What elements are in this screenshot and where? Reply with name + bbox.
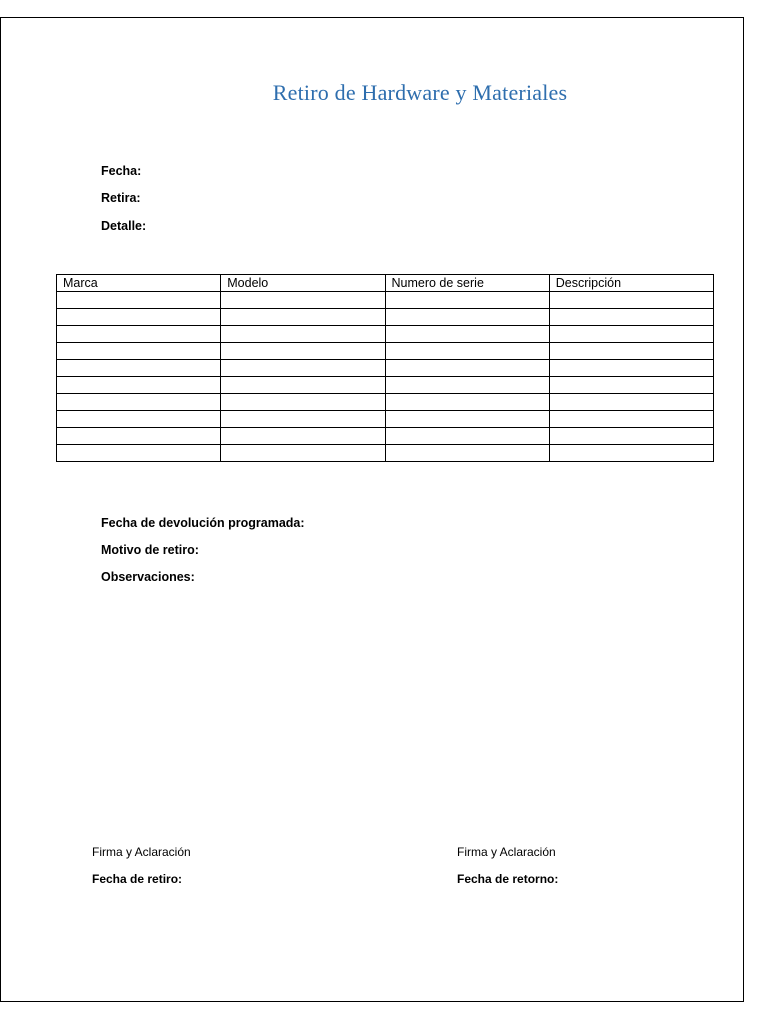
field-label-fecha-devolucion: Fecha de devolución programada:	[101, 516, 305, 530]
column-header-modelo: Modelo	[221, 275, 385, 292]
table-cell[interactable]	[57, 309, 221, 326]
field-label-motivo-retiro: Motivo de retiro:	[101, 543, 199, 557]
table-cell[interactable]	[57, 428, 221, 445]
signature-left-label: Firma y Aclaración	[92, 845, 191, 859]
table-cell[interactable]	[57, 292, 221, 309]
field-label-observaciones: Observaciones:	[101, 570, 195, 584]
table-row	[57, 292, 714, 309]
signature-right-label: Firma y Aclaración	[457, 845, 556, 859]
table-cell[interactable]	[549, 428, 713, 445]
table-cell[interactable]	[57, 343, 221, 360]
field-label-retira: Retira:	[101, 191, 141, 205]
table-cell[interactable]	[549, 445, 713, 462]
column-header-descripcion: Descripción	[549, 275, 713, 292]
table-cell[interactable]	[221, 309, 385, 326]
table-cell[interactable]	[385, 445, 549, 462]
retiro-date-label: Fecha de retiro:	[92, 872, 183, 886]
table-row	[57, 360, 714, 377]
field-observaciones	[101, 570, 201, 584]
retorno-date-label: Fecha de retorno:	[457, 872, 559, 886]
table-cell[interactable]	[385, 292, 549, 309]
table-cell[interactable]	[57, 326, 221, 343]
table-cell[interactable]	[57, 411, 221, 428]
table-body	[57, 292, 714, 462]
table-cell[interactable]	[385, 411, 549, 428]
table-row	[57, 411, 714, 428]
column-header-numero-de-serie: Numero de serie	[385, 275, 549, 292]
table-row	[57, 377, 714, 394]
table-cell[interactable]	[221, 343, 385, 360]
table-cell[interactable]	[385, 360, 549, 377]
table-cell[interactable]	[385, 428, 549, 445]
field-motivo-retiro	[101, 543, 205, 557]
table-cell[interactable]	[385, 326, 549, 343]
table-cell[interactable]	[221, 445, 385, 462]
table-cell[interactable]	[221, 292, 385, 309]
table-cell[interactable]	[385, 377, 549, 394]
table-cell[interactable]	[549, 360, 713, 377]
column-header-marca: Marca	[57, 275, 221, 292]
table-row	[57, 326, 714, 343]
table-row	[57, 309, 714, 326]
table-cell[interactable]	[549, 326, 713, 343]
table-cell[interactable]	[549, 309, 713, 326]
table-cell[interactable]	[221, 411, 385, 428]
table-cell[interactable]	[385, 343, 549, 360]
table-cell[interactable]	[221, 428, 385, 445]
table-cell[interactable]	[385, 309, 549, 326]
table-cell[interactable]	[57, 377, 221, 394]
hardware-table	[56, 274, 714, 462]
table-cell[interactable]	[549, 343, 713, 360]
table-cell[interactable]	[57, 360, 221, 377]
table-cell[interactable]	[57, 445, 221, 462]
table-cell[interactable]	[57, 394, 221, 411]
table-cell[interactable]	[221, 360, 385, 377]
table-cell[interactable]	[221, 377, 385, 394]
table-cell[interactable]	[549, 377, 713, 394]
table-cell[interactable]	[549, 292, 713, 309]
field-label-detalle: Detalle:	[101, 219, 147, 233]
table-cell[interactable]	[549, 394, 713, 411]
document-page	[0, 17, 744, 1002]
table-row	[57, 445, 714, 462]
table-cell[interactable]	[221, 326, 385, 343]
table-row	[57, 394, 714, 411]
field-retira	[101, 191, 147, 205]
table-row	[57, 428, 714, 445]
table-cell[interactable]	[549, 411, 713, 428]
field-fecha-devolucion	[101, 516, 311, 530]
table-cell[interactable]	[385, 394, 549, 411]
field-detalle	[101, 219, 152, 233]
table-row	[57, 343, 714, 360]
table-cell[interactable]	[221, 394, 385, 411]
table-header-row	[57, 275, 714, 292]
field-fecha	[101, 164, 147, 178]
field-label-fecha: Fecha:	[101, 164, 142, 178]
document-title: Retiro de Hardware y Materiales	[272, 80, 568, 105]
